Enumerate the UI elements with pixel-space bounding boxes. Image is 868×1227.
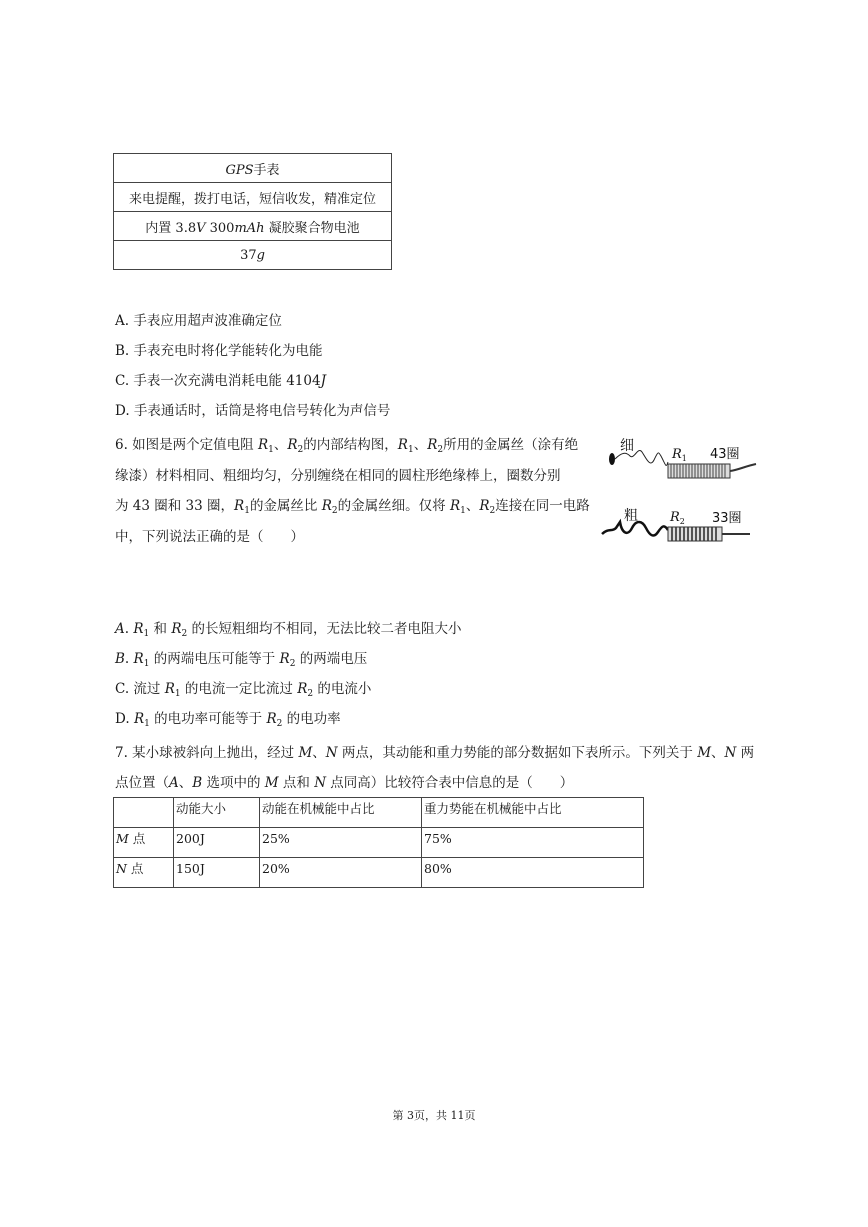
table-cell: 150J: [174, 858, 260, 888]
table-cell: 20%: [260, 858, 422, 888]
label-thick: 粗: [624, 508, 638, 524]
q6-option: A. $R_1$ 和 $R_2$ 的长短粗细均不相同，无法比较二者电阻大小: [115, 621, 462, 639]
q6-option: D. $R_1$ 的电功率可能等于 $R_2$ 的电功率: [115, 711, 341, 729]
q6-stem-line: 6. 如图是两个定值电阻 $R_1$、$R_2$的内部结构图，$R_1$、$R_2$所用的金属丝（涂有绝: [115, 437, 579, 455]
q5-option: B. 手表充电时将化学能转化为电能: [115, 343, 323, 359]
thick-wire: [602, 522, 668, 535]
q6-option: B. $R_1$ 的两端电压可能等于 $R_2$ 的两端电压: [115, 651, 368, 669]
thin-wire-end: [609, 453, 615, 465]
q6-stem-line: 中，下列说法正确的是（ ）: [115, 529, 304, 545]
table-header-cell: 动能大小: [174, 798, 260, 828]
q5-option: D. 手表通话时，话筒是将电信号转化为声信号: [115, 403, 391, 419]
table-cell: 80%: [422, 858, 644, 888]
resistor-r1-lead: [730, 464, 756, 471]
table-cell: N 点: [114, 858, 174, 888]
q6-stem-line: 缘漆）材料相同、粗细均匀，分别缠绕在相同的圆柱形绝缘棒上，圈数分别: [115, 468, 561, 484]
label-turns-43: 43圈: [710, 447, 740, 462]
label-r1: $R_1$: [672, 447, 687, 463]
label-turns-33: 33圈: [712, 511, 742, 526]
page-footer: 第 3页，共 11页: [392, 1109, 476, 1122]
energy-data-table: [113, 797, 644, 888]
table-cell: M 点: [114, 828, 174, 858]
table-header-cell: 动能在机械能中占比: [260, 798, 422, 828]
q7-stem-line: 7. 某小球被斜向上抛出，经过 M、N 两点，其动能和重力势能的部分数据如下表所示。下列关于 M、N 两: [115, 745, 755, 761]
q6-option: C. 流过 $R_1$ 的电流一定比流过 $R_2$ 的电流小: [115, 681, 372, 699]
table-cell: 25%: [260, 828, 422, 858]
label-r2: $R_2$: [670, 510, 685, 526]
resistor-structure-diagram: [598, 428, 758, 558]
label-thin: 细: [620, 438, 634, 454]
spec-cell: 来电提醒，拨打电话，短信收发，精准定位: [114, 183, 392, 212]
q7-stem-line: 点位置（A、B 选项中的 M 点和 N 点同高）比较符合表中信息的是（ ）: [115, 775, 574, 791]
table-cell: 75%: [422, 828, 644, 858]
table-header-cell: 重力势能在机械能中占比: [422, 798, 644, 828]
gps-watch-spec-table: [113, 153, 392, 270]
spec-cell: 内置 3.8V 300mAh 凝胶聚合物电池: [114, 212, 392, 241]
q6-stem-line: 为 43 圈和 33 圈，$R_1$的金属丝比 $R_2$的金属丝细。仅将 $R_1$、$R_2$连接在同一电路: [115, 498, 590, 516]
q5-option: C. 手表一次充满电消耗电能 4104J: [115, 373, 326, 389]
table-header-cell: [114, 798, 174, 828]
spec-cell: GPS手表: [114, 154, 392, 183]
spec-cell: 37g: [114, 241, 392, 270]
q5-option: A. 手表应用超声波准确定位: [115, 313, 282, 329]
table-cell: 200J: [174, 828, 260, 858]
